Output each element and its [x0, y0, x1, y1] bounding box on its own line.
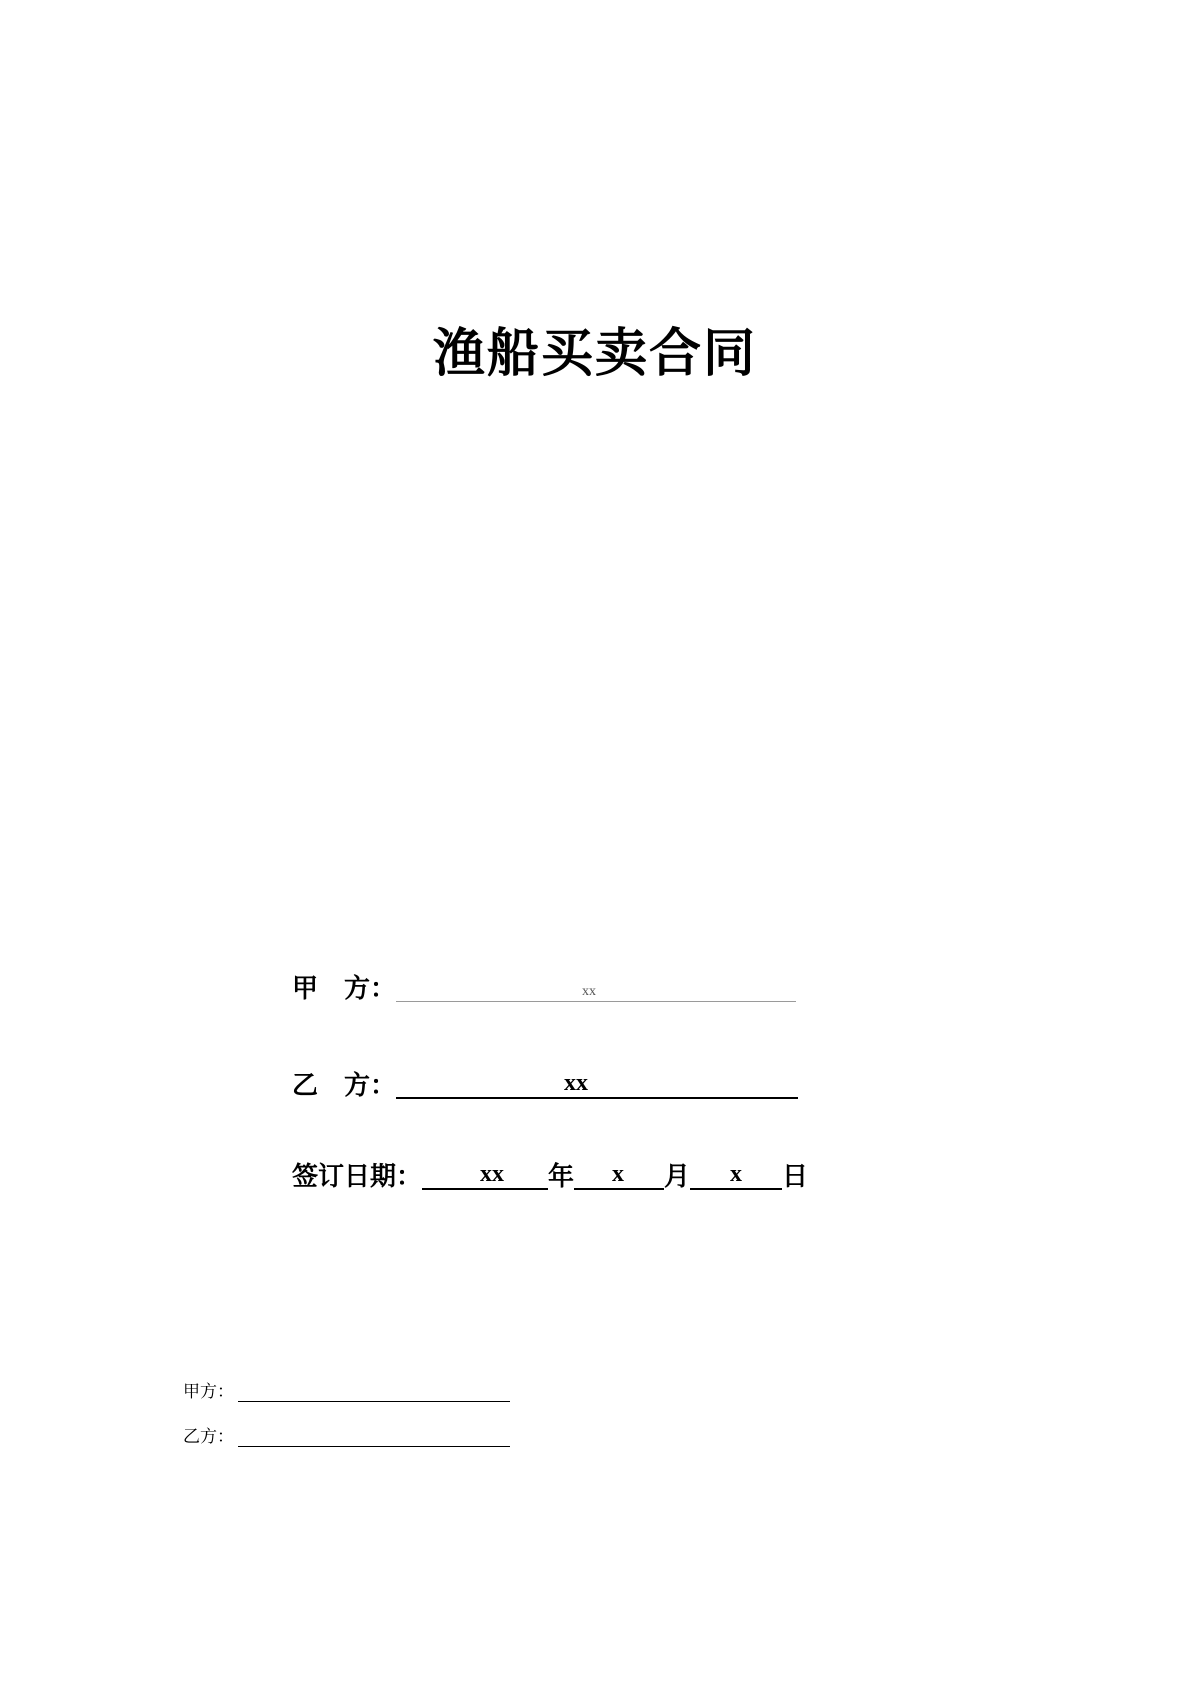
day-value: x — [730, 1162, 742, 1190]
document-title: 渔船买卖合同 — [432, 324, 757, 384]
signature-party-b-row — [183, 1422, 510, 1447]
year-unit: 年 — [548, 1162, 575, 1192]
month-value: x — [612, 1162, 624, 1190]
party-b-row — [292, 1071, 798, 1099]
party-b-blank-left — [396, 1071, 564, 1099]
party-a-label: 甲 方： — [292, 974, 397, 1004]
signature-party-b-label: 乙方： — [183, 1427, 234, 1447]
party-b-value: xx — [564, 1071, 588, 1099]
sign-date-row — [292, 1162, 808, 1190]
month-blank-right — [624, 1162, 664, 1190]
signature-party-a-label: 甲方： — [183, 1382, 234, 1402]
signature-party-a-line — [238, 1385, 510, 1402]
party-b-blank-right — [588, 1071, 798, 1099]
sign-date-label: 签订日期： — [292, 1162, 423, 1192]
year-blank-left — [422, 1162, 480, 1190]
month-blank-left — [574, 1162, 612, 1190]
signature-party-b-line — [238, 1430, 510, 1447]
party-a-blank-left — [396, 983, 582, 1002]
party-a-value: xx — [582, 985, 596, 1002]
year-blank-right — [504, 1162, 548, 1190]
party-b-label: 乙 方： — [292, 1071, 397, 1101]
year-value: xx — [480, 1162, 504, 1190]
day-blank-left — [690, 1162, 730, 1190]
day-unit: 日 — [782, 1162, 809, 1192]
month-unit: 月 — [664, 1162, 691, 1192]
party-a-blank-right — [596, 983, 796, 1002]
day-blank-right — [742, 1162, 782, 1190]
signature-party-a-row — [183, 1377, 510, 1402]
party-a-row — [292, 976, 796, 1002]
